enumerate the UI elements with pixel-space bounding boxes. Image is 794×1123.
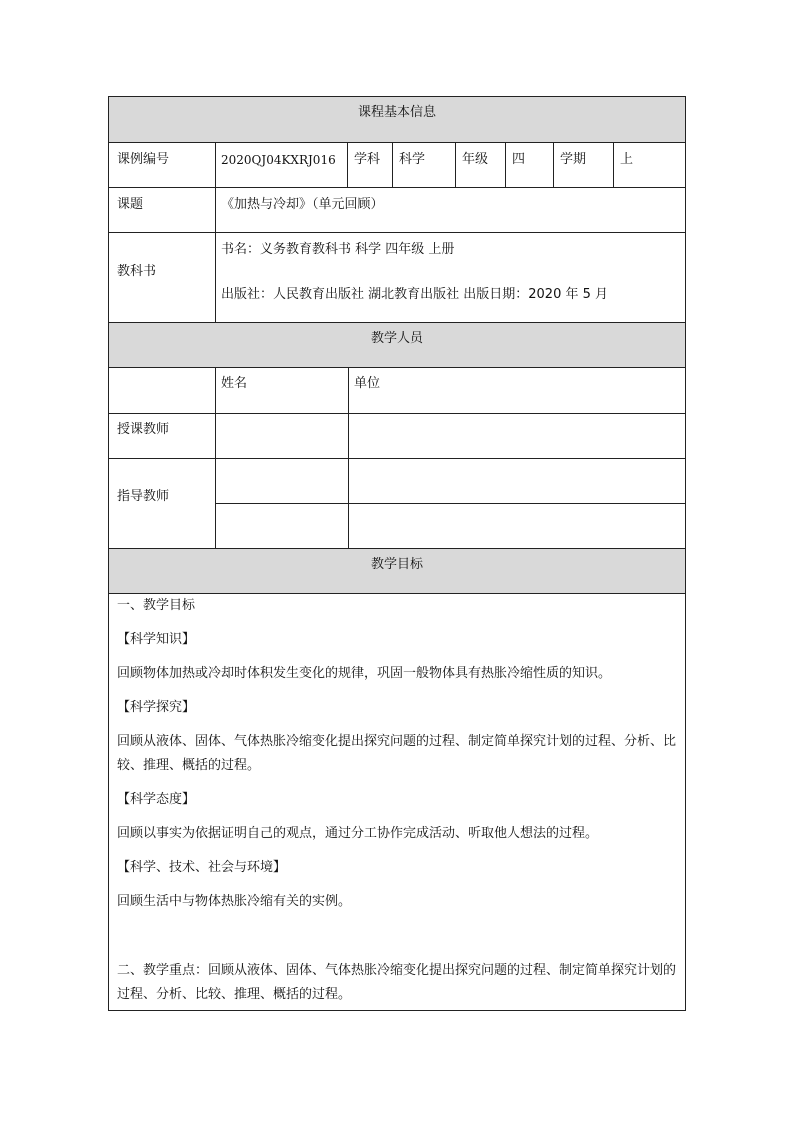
book-name: 书名：义务教育教科书 科学 四年级 上册: [221, 242, 455, 257]
knowledge-title: 【科学知识】: [117, 632, 196, 647]
case-no-label: 课例编号: [117, 152, 170, 167]
section-staff-header: 教学人员: [109, 323, 685, 367]
inquiry-text: 回顾从液体、固体、气体热胀冷缩变化提出探究问题的过程、制定简单探究计划的过程、分析、比较、推理、概括的过程。: [117, 734, 677, 773]
topic-label: 课题: [117, 197, 144, 212]
divider: [392, 142, 393, 187]
section-basic-info-header: 课程基本信息: [109, 97, 685, 142]
divider: [109, 232, 685, 233]
mentor-label: 指导教师: [117, 489, 170, 504]
attitude-title: 【科学态度】: [117, 792, 196, 807]
divider: [553, 142, 554, 187]
divider: [109, 187, 685, 188]
divider: [109, 367, 685, 368]
divider: [109, 458, 685, 459]
divider: [109, 413, 685, 414]
grade-label: 年级: [462, 152, 489, 167]
objectives-content: [117, 594, 677, 1007]
unit-column-header: 单位: [354, 376, 381, 391]
divider: [505, 142, 506, 187]
name-column-header: 姓名: [221, 376, 248, 391]
sts-text: 回顾生活中与物体热胀冷缩有关的实例。: [117, 894, 352, 909]
inquiry-title: 【科学探究】: [117, 700, 196, 715]
attitude-text: 回顾以事实为依据证明自己的观点，通过分工协作完成活动、听取他人想法的过程。: [117, 826, 599, 841]
publisher-info: 出版社：人民教育出版社 湖北教育出版社 出版日期：2020 年 5 月: [221, 287, 609, 302]
textbook-label: 教科书: [117, 264, 157, 279]
term-value: 上: [620, 152, 634, 167]
grade-value: 四: [512, 152, 526, 167]
topic-value: 《加热与冷却》（单元回顾）: [221, 197, 384, 212]
sts-title: 【科学、技术、社会与环境】: [117, 860, 287, 875]
subject-value: 科学: [399, 152, 426, 167]
divider: [109, 142, 685, 143]
lesson-info-table: [108, 96, 686, 1011]
subject-label: 学科: [354, 152, 381, 167]
divider: [455, 142, 456, 187]
objectives-heading: 一、教学目标: [117, 598, 196, 613]
term-label: 学期: [560, 152, 587, 167]
section-objectives-header: 教学目标: [109, 549, 685, 593]
divider: [215, 503, 685, 504]
key-points: 二、教学重点：回顾从液体、固体、气体热胀冷缩变化提出探究问题的过程、制定简单探究计划的过程、分析、比较、推理、概括的过程。: [117, 963, 677, 1002]
divider: [613, 142, 614, 187]
knowledge-text: 回顾物体加热或冷却时体积发生变化的规律，巩固一般物体具有热胀冷缩性质的知识。: [117, 666, 612, 681]
teacher-label: 授课教师: [117, 422, 170, 437]
case-no-value: 2020QJ04KXRJ016: [221, 153, 336, 167]
divider: [347, 142, 348, 187]
